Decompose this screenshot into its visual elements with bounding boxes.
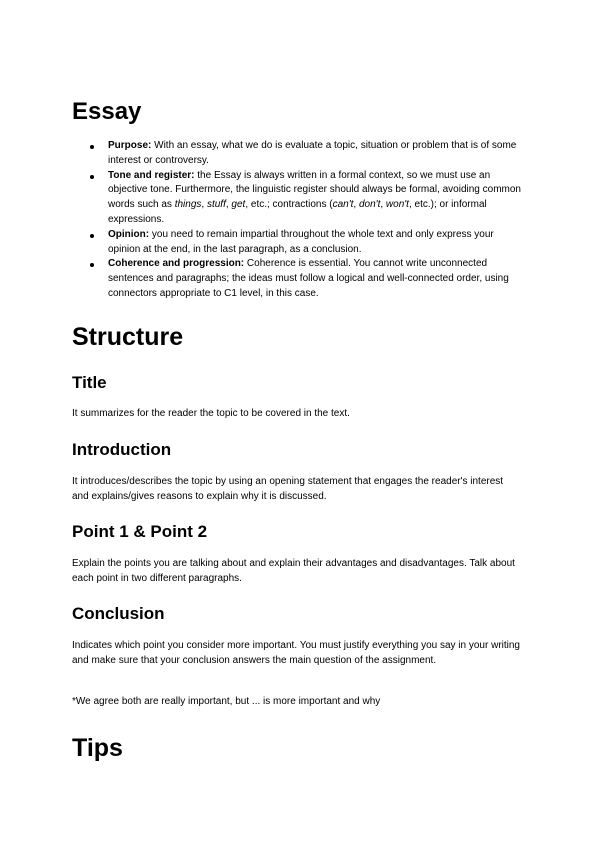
example-word: can't — [332, 199, 354, 211]
conclusion-heading: Conclusion — [72, 604, 165, 623]
bullet-dot-icon — [90, 175, 94, 179]
separator: , — [353, 199, 359, 211]
example-word: get — [231, 199, 246, 211]
bullet-coherence — [72, 257, 528, 301]
separator: , — [225, 199, 232, 211]
essay-heading: Essay — [72, 98, 142, 125]
bullet-text: With an essay, what we do is evaluate a topic, situation or problem that is of some interest or controversy. — [108, 140, 517, 166]
bullet-dot-icon — [90, 263, 94, 267]
tips-heading: Tips — [72, 734, 123, 762]
bullet-opinion — [72, 228, 528, 258]
structure-heading: Structure — [72, 323, 184, 351]
introduction-heading: Introduction — [72, 440, 172, 459]
essay-bullet-list — [72, 139, 528, 302]
bullet-text: the Essay is always written in a formal context, so we must use an objective tone. Furthermore, the linguistic register should always be formal, avoiding common words such as — [108, 169, 521, 211]
example-word: things — [174, 199, 202, 211]
example-word: don't — [358, 199, 381, 211]
bullet-label: Purpose: — [108, 140, 152, 151]
title-text: It summarizes for the reader the topic to be covered in the text. — [72, 408, 350, 419]
points-heading: Point 1 & Point 2 — [72, 522, 208, 541]
bullet-tone-register — [72, 169, 528, 228]
conclusion-text: Indicates which point you consider more important. You must justify everything you say in your writing and make sure that your conclusion answers the main question of the assignment. — [72, 640, 520, 666]
bullet-label: Tone and register: — [108, 169, 195, 181]
example-word: won't — [385, 199, 409, 211]
title-heading: Title — [72, 373, 107, 392]
bullet-text: , etc.; contractions ( — [245, 199, 333, 211]
separator: , — [380, 199, 386, 211]
bullet-text: you need to remain impartial throughout the whole text and only express your opinion at the end, in the last paragraph, as a conclusion. — [108, 228, 494, 255]
separator: , — [201, 199, 207, 211]
points-text: Explain the points you are talking about and explain their advantages and disadvantages. Talk about each point in two different paragraphs. — [72, 558, 515, 584]
bullet-dot-icon — [90, 145, 94, 149]
bullet-label: Opinion: — [108, 228, 150, 240]
bullet-dot-icon — [90, 234, 94, 238]
introduction-text: It introduces/describes the topic by using an opening statement that engages the reader's interest and explains/gives reasons to explain why it is discussed. — [72, 476, 504, 502]
example-word: stuff — [206, 199, 226, 211]
bullet-label: Coherence and progression: — [108, 258, 245, 270]
bullet-text: Coherence is essential. You cannot write unconnected sentences and paragraphs; the ideas must follow a logical and well-connected order, using connectors appropriate to C1 level, in this case. — [108, 258, 509, 299]
conclusion-note: *We agree both are really important, but ... is more important and why — [72, 696, 381, 707]
bullet-purpose — [72, 139, 528, 169]
bullet-text: , etc.); or informal expressions. — [108, 199, 487, 225]
